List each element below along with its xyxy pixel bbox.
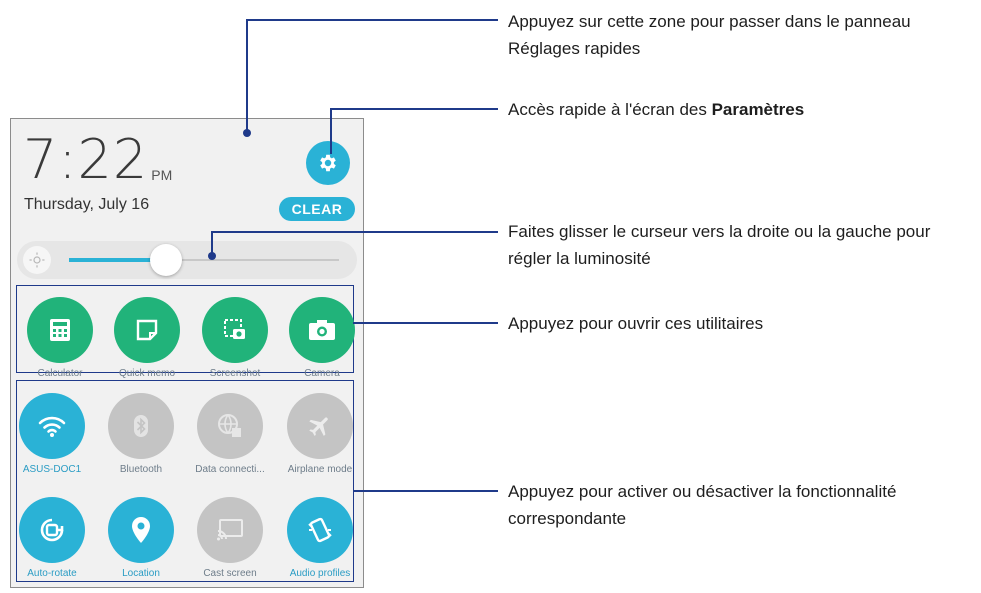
tile-camera[interactable] — [278, 297, 366, 379]
callout-line-toggles — [353, 490, 498, 492]
tile-data-connection[interactable] — [186, 393, 274, 475]
gear-icon — [317, 152, 339, 174]
brightness-icon — [23, 246, 51, 274]
tile-label: Bluetooth — [119, 464, 163, 475]
bluetooth-icon — [108, 393, 174, 459]
callout-line-settings-v — [330, 108, 332, 154]
clear-button[interactable]: CLEAR — [279, 197, 355, 221]
tile-label: ASUS-DOC1 — [22, 464, 82, 475]
data-connection-icon — [197, 393, 263, 459]
tile-label: Auto-rotate — [27, 568, 77, 579]
tile-label: Calculator — [37, 368, 83, 379]
wifi-icon — [19, 393, 85, 459]
tile-wifi[interactable] — [8, 393, 96, 475]
tile-label: Quick memo — [118, 368, 176, 379]
tile-label: Airplane mode — [287, 464, 353, 475]
callout-line-quick-settings-v — [246, 19, 248, 133]
tile-label: Data connecti... — [195, 464, 265, 475]
brightness-slider[interactable] — [17, 241, 357, 279]
calculator-icon — [27, 297, 93, 363]
callout-line-brightness-v — [211, 231, 213, 256]
tile-label: Location — [122, 568, 160, 579]
auto-rotate-icon — [19, 497, 85, 563]
tile-auto-rotate[interactable] — [8, 497, 96, 579]
callout-brightness: Faites glisser le curseur vers la droite ou la gauche pour régler la luminosité — [508, 222, 931, 268]
tile-calculator[interactable] — [16, 297, 104, 379]
airplane-icon — [287, 393, 353, 459]
settings-button[interactable] — [306, 141, 350, 185]
brightness-track — [69, 259, 339, 261]
tile-label: Cast screen — [203, 568, 257, 579]
callout-settings-bold: Paramètres — [711, 100, 805, 119]
tile-cast-screen[interactable] — [186, 497, 274, 579]
callout-settings-text: Accès rapide à l'écran des — [508, 100, 712, 119]
tile-screenshot[interactable] — [191, 297, 279, 379]
cast-screen-icon — [197, 497, 263, 563]
camera-icon — [289, 297, 355, 363]
tile-location[interactable] — [97, 497, 185, 579]
date-label: Thursday, July 16 — [24, 196, 150, 213]
tile-bluetooth[interactable] — [97, 393, 185, 475]
tile-audio-profiles[interactable] — [276, 497, 364, 579]
audio-profiles-icon — [287, 497, 353, 563]
callout-utilities: Appuyez pour ouvrir ces utilitaires — [508, 314, 764, 333]
tile-airplane-mode[interactable] — [276, 393, 364, 475]
memo-icon — [114, 297, 180, 363]
clock — [23, 128, 173, 191]
callout-line-quick-settings-h — [246, 19, 498, 21]
clock-ampm: PM — [151, 167, 173, 183]
tile-quick-memo[interactable] — [103, 297, 191, 379]
tile-label: Camera — [304, 368, 340, 379]
quick-settings-panel[interactable] — [10, 118, 364, 588]
brightness-thumb[interactable] — [150, 244, 182, 276]
location-icon — [108, 497, 174, 563]
tile-label: Audio profiles — [289, 568, 351, 579]
callout-line-brightness-h — [211, 231, 498, 233]
callout-line-settings-h — [330, 108, 498, 110]
callout-toggles: Appuyez pour activer ou désactiver la fonctionnalité correspondante — [508, 482, 897, 528]
callout-quick-settings: Appuyez sur cette zone pour passer dans le panneau Réglages rapides — [508, 12, 911, 58]
clock-time: 7:22 — [23, 128, 149, 191]
callout-line-utilities — [353, 322, 498, 324]
screenshot-icon — [202, 297, 268, 363]
callout-settings — [508, 96, 968, 123]
tile-label: Screenshot — [209, 368, 261, 379]
